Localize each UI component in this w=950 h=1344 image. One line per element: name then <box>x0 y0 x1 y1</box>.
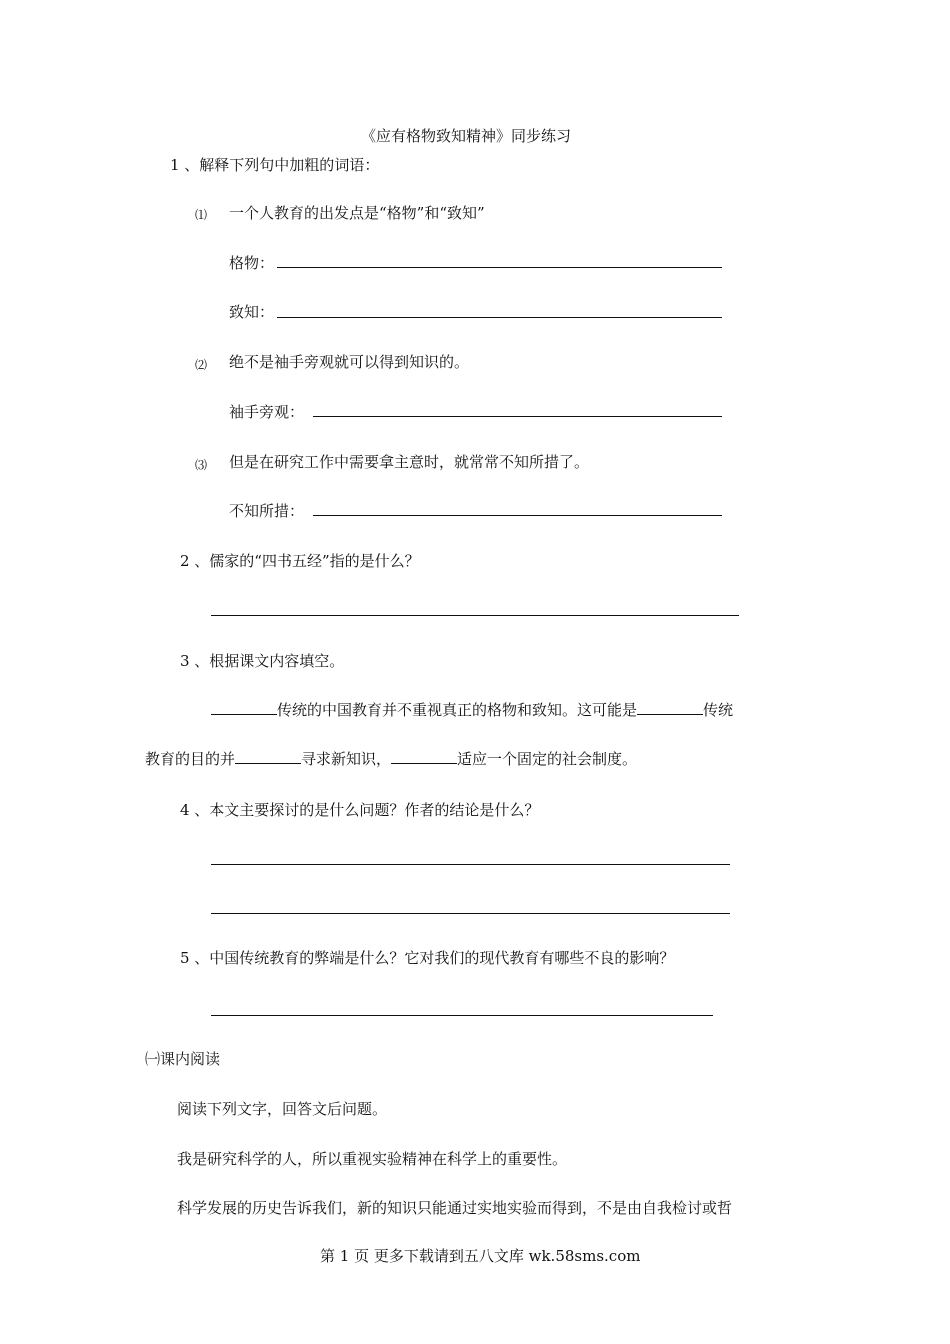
q3-blank-3[interactable] <box>235 749 301 764</box>
q3-text-2: 传统 <box>703 701 734 719</box>
q3-fill-line1 <box>211 700 733 720</box>
reading-paragraph-1: 我是研究科学的人，所以重视实验精神在科学上的重要性。 <box>177 1150 568 1168</box>
q3-text-5: 适应一个固定的社会制度。 <box>457 750 638 768</box>
q1-item2-sentence: 绝不是袖手旁观就可以得到知识的。 <box>229 353 470 371</box>
q1-stem: 1 、解释下列句中加粗的词语： <box>170 156 380 174</box>
q5-stem: 5 、中国传统教育的弊端是什么？它对我们的现代教育有哪些不良的影响？ <box>180 949 675 967</box>
q4-stem: 4 、本文主要探讨的是什么问题？作者的结论是什么？ <box>180 801 540 819</box>
reading-paragraph-2: 科学发展的历史告诉我们，新的知识只能通过实地实验而得到，不是由自我检讨或哲 <box>177 1199 733 1217</box>
page-footer: 第 1 页 更多下载请到五八文库 wk.58sms.com <box>320 1247 641 1265</box>
reading-instruction: 阅读下列文字，回答文后问题。 <box>177 1100 388 1118</box>
q1-item3-sentence: 但是在研究工作中需要拿主意时，就常常不知所措了。 <box>229 453 590 471</box>
reading-heading: ㈠课内阅读 <box>145 1050 221 1068</box>
q3-fill-line2 <box>145 749 637 769</box>
term-gewu-answer-line[interactable] <box>277 267 722 268</box>
term-zhizhi-label: 致知： <box>229 303 275 321</box>
term-gewu-label: 格物： <box>229 254 275 272</box>
q3-text-1: 传统的中国教育并不重视真正的格物和致知。这可能是 <box>277 701 638 719</box>
q1-item1-number: ⑴ <box>195 208 208 222</box>
q5-answer-line[interactable] <box>211 1015 713 1016</box>
q1-item1-sentence: 一个人教育的出发点是“格物”和“致知” <box>229 204 485 222</box>
q1-item3-number: ⑶ <box>195 458 208 472</box>
q3-blank-4[interactable] <box>391 749 457 764</box>
term-xiushou-label: 袖手旁观： <box>229 403 305 421</box>
q3-blank-2[interactable] <box>637 700 703 715</box>
q3-text-4: 寻求新知识， <box>301 750 392 768</box>
q3-blank-1[interactable] <box>211 700 277 715</box>
q3-stem: 3 、根据课文内容填空。 <box>180 652 345 670</box>
term-zhizhi-answer-line[interactable] <box>277 317 722 318</box>
q1-item2-number: ⑵ <box>195 358 208 372</box>
q4-answer-line-2[interactable] <box>211 913 730 914</box>
term-xiushou-answer-line[interactable] <box>313 416 722 417</box>
q2-answer-line[interactable] <box>211 615 739 616</box>
q2-stem: 2 、儒家的“四书五经”指的是什么？ <box>180 552 420 570</box>
q3-text-3: 教育的目的并 <box>145 750 236 768</box>
page-title: 《应有格物致知精神》同步练习 <box>361 127 572 145</box>
q4-answer-line-1[interactable] <box>211 864 730 865</box>
term-buzhi-answer-line[interactable] <box>313 515 722 516</box>
term-buzhi-label: 不知所措： <box>229 502 305 520</box>
